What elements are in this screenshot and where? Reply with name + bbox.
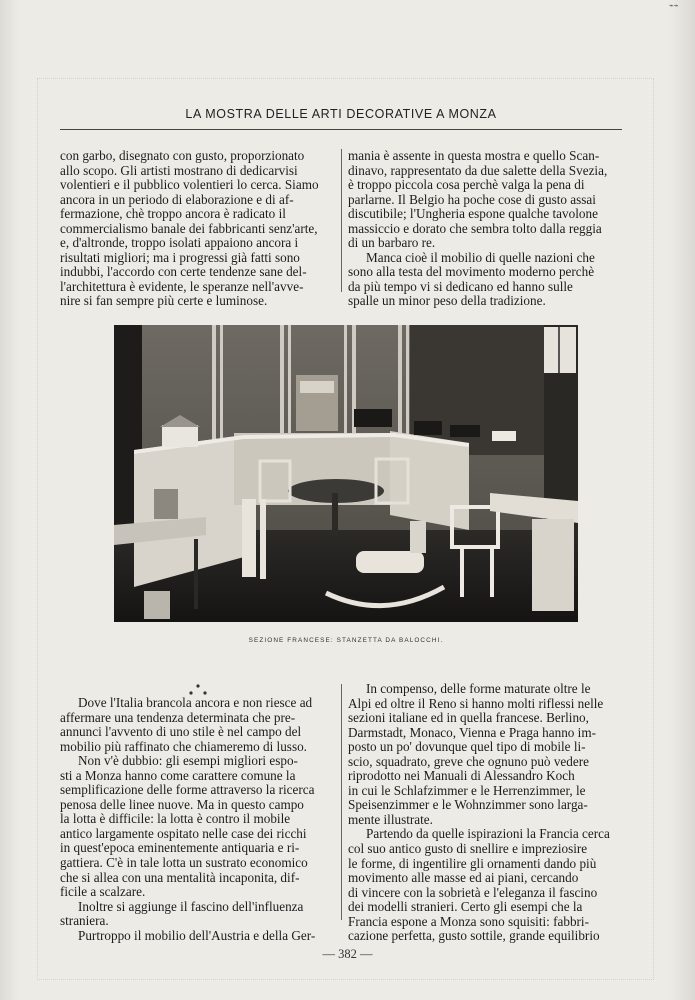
paragraph-line: Francia espone a Monza sono squisiti: fabbri- (348, 913, 589, 929)
paragraph-line: da più tempo vi si dedicano ed hanno sulle (348, 278, 573, 294)
paragraph-line: parlarne. Il Belgio ha poche cose di gusto assai (348, 191, 596, 207)
paragraph-line: Speisenzimmer e le Wohnzimmer sono larga- (348, 797, 588, 813)
paragraph-line: di vincere con la sobrietà e l'eleganza il fascino (348, 884, 598, 900)
header-rule (60, 129, 622, 130)
paragraph-line: sti a Monza hanno come carattere comune la (60, 767, 296, 783)
paragraph-line: in cui le Schlafzimmer e le Herrenzimmer, le (348, 782, 586, 798)
photo-caption: SEZIONE FRANCESE: STANZETTA DA BALOCCHI. (248, 637, 444, 644)
paragraph-line: fermazione, chè troppo ancora è radicato il (60, 206, 286, 222)
paragraph-line: nire si fan sempre più certe e luminose. (60, 293, 268, 309)
bottom-right-column (348, 682, 622, 944)
paragraph-line: affermare una tendenza determinata che pre- (60, 709, 296, 725)
paragraph-line: è troppo piccola cosa perchè valga la pena di (348, 177, 585, 193)
paragraph-line: con garbo, disegnato con gusto, proporzionato (60, 148, 305, 163)
paragraph-line: e, d'altronde, troppo isolati appaiono ancora i (60, 235, 299, 251)
paragraph-line: straniera. (60, 913, 109, 929)
paragraph-line: spalle un minor peso della tradizione. (348, 293, 546, 309)
top-right-column (348, 149, 622, 309)
paragraph-line: gattiera. C'è in tale lotta un sustrato economico (60, 855, 308, 871)
photo-french-toy-room (114, 325, 578, 622)
paragraph-line: ancora in un periodo di elaborazione e di af- (60, 191, 294, 207)
paragraph-line: dinavo, rappresentato da due salette della Svezia, (348, 162, 608, 178)
paragraph-line: Inoltre si aggiunge il fascino dell'influenza (78, 898, 304, 914)
paragraph-line: ficile a scalzare. (60, 884, 146, 900)
paragraph-line: Darmstadt, Monaco, Vienna e Praga hanno im- (348, 724, 596, 740)
paragraph-line: Manca cioè il mobilio di quelle nazioni che (366, 249, 595, 265)
paragraph-line: Alpi ed oltre il Reno si hanno molti riflessi nelle (348, 695, 604, 711)
paragraph-line: risultati migliori; ma i progressi già fatti sono (60, 249, 300, 265)
paragraph-line: scio, squadrato, greve che ognuno può vedere (348, 753, 589, 769)
paragraph-line: allo scopo. Gli artisti mostrano di dedicarvisi (60, 162, 298, 178)
paragraph-line: Purtroppo il mobilio dell'Austria e della Ger- (78, 927, 316, 943)
paragraph-line: penosa delle linee nuove. Ma in questo campo (60, 796, 304, 812)
paragraph-line: movimento alle masse ed ai piani, cercando (348, 870, 579, 886)
paragraph-line: cazione perfetta, gusto sottile, grande equilibrio (348, 928, 600, 944)
paragraph-line: massiccio e dorato che sembra tolto dalla reggia (348, 220, 602, 236)
column-divider-top (341, 149, 342, 292)
column-divider-bottom (341, 684, 342, 920)
paragraph-line: commercialismo banale dei fabbricanti senz'arte, (60, 220, 318, 236)
paragraph-line: mania è assente in questa mostra e quello Scan- (348, 148, 600, 163)
paragraph-line: Dove l'Italia brancola ancora e non riesce ad (78, 695, 313, 710)
paragraph-line: semplificazione delle forme attraverso la ricerca (60, 782, 315, 798)
paragraph-line: annunci l'avvento di uno stile è nel campo del (60, 724, 302, 740)
paragraph-line: Partendo da quelle ispirazioni la Francia cerca (366, 826, 610, 842)
paragraph-line: sezioni italiane ed in quella francese. Berlino, (348, 710, 589, 726)
paragraph-line: discutibile; l'Ungheria espone qualche tavolone (348, 206, 598, 222)
paragraph-line: antico largamente ospitato nelle case dei ricchi (60, 825, 307, 841)
bottom-left-column (60, 696, 334, 943)
paragraph-line: dei modelli stranieri. Certo gli esempi che la (348, 899, 583, 915)
paragraph-line: di un barbaro re. (348, 235, 436, 251)
page-number: — 382 — (322, 947, 373, 961)
paragraph-line: indubbi, l'accordo con certe tendenze sane del- (60, 264, 307, 280)
paragraph-line: in quest'epoca eminentemente antiquaria e ri- (60, 840, 300, 856)
paragraph-line: che si allea con una mentalità incaponita, dif- (60, 869, 300, 885)
paragraph-line: la lotta è difficile: la lotta è contro il mobile (60, 811, 291, 827)
paragraph-line: sono alla testa del movimento moderno perchè (348, 264, 595, 280)
photo-illustration (114, 325, 578, 622)
paragraph-line: le forme, di ingentilire gli ornamenti dando più (348, 855, 597, 871)
paragraph-line: volentieri e il pubblico volentieri lo cerca. Siamo (60, 177, 319, 193)
paragraph-line: Non v'è dubbio: gli esempi migliori espo- (78, 753, 298, 769)
paragraph-line: mente illustrate. (348, 811, 433, 827)
paragraph-line: riprodotto nei Manuali di Alessandro Koch (348, 768, 575, 784)
paragraph-line: l'architettura è evidente, le speranze nell'avve- (60, 278, 304, 294)
top-left-column (60, 149, 334, 309)
corner-scan-mark: ⌁⌁ (669, 1, 679, 10)
paragraph-line: posto un po' dovunque quel tipo di mobile li- (348, 739, 586, 755)
paragraph-line: col suo antico gusto di snellire e impreziosire (348, 841, 588, 857)
paragraph-line: In compenso, delle forme maturate oltre le (366, 681, 591, 696)
paragraph-line: mobilio più raffinato che chiameremo di lusso. (60, 738, 307, 754)
running-head: LA MOSTRA DELLE ARTI DECORATIVE A MONZA (185, 107, 497, 121)
